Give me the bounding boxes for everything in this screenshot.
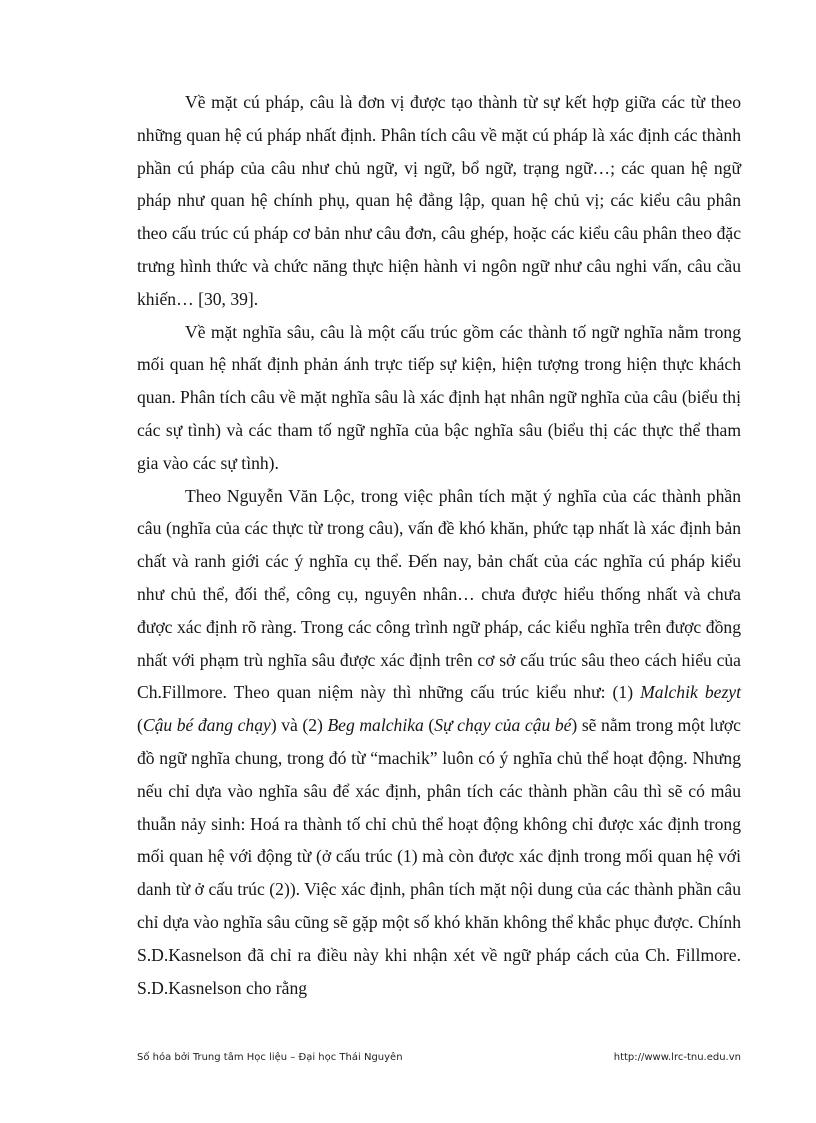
text-segment: ( <box>423 715 435 736</box>
text-segment: ) sẽ nằm trong một lược đồ ngữ nghĩa chung, trong đó từ “machik” luôn có ý nghĩa chủ thể hoạt động. Nhưng nếu chỉ dựa vào nghĩa sâu để xác định, phân tích các thành phần câu thì sẽ có mâu thuẫn nảy sinh: Hoá ra thành tố chỉ chủ thể hoạt động không chỉ được xác định trong mối quan hệ với động từ (ở cấu trúc (1) mà còn được xác định trong mối quan hệ với danh từ ở cấu trúc (2)). Việc xác định, phân tích mặt nội dung của các thành phần câu chỉ dựa vào nghĩa sâu cũng sẽ gặp một số khó khăn không thể khắc phục được. Chính S.D.Kasnelson đã chỉ ra điều này khi nhận xét về ngữ pháp cách của Ch. Fillmore. S.D.Kasnelson cho rằng <box>137 715 741 998</box>
paragraph-deep-meaning: Về mặt nghĩa sâu, câu là một cấu trúc gồm các thành tố ngữ nghĩa nằm trong mối quan hệ nhất định phản ánh trực tiếp sự kiện, hiện tượng trong hiện thực khách quan. Phân tích câu về mặt nghĩa sâu là xác định hạt nhân ngữ nghĩa của câu (biểu thị các sự tình) và các tham tố ngữ nghĩa của bậc nghĩa sâu (biểu thị các thực thể tham gia vào các sự tình). <box>137 321 741 473</box>
text-segment: Theo Nguyễn Văn Lộc, trong việc phân tích mặt ý nghĩa của các thành phần câu (nghĩa của các thực từ trong câu), vấn đề khó khăn, phức tạp nhất là xác định bản chất và ranh giới các ý nghĩa cụ thể. Đến nay, bản chất của các nghĩa cú pháp kiểu như chủ thể, đối thể, công cụ, nguyên nhân… chưa được hiểu thống nhất và chưa được xác định rõ ràng. Trong các công trình ngữ pháp, các kiểu nghĩa trên được đồng nhất với phạm trù nghĩa sâu được xác định trên cơ sở cấu trúc sâu theo cách hiểu của Ch.Fillmore. Theo quan niệm này thì những cấu trúc kiểu như: (1) <box>137 485 741 703</box>
text-segment: ( <box>137 715 143 736</box>
italic-term: Cậu bé đang chạy <box>142 715 271 736</box>
footer-url: http://www.lrc-tnu.edu.vn <box>613 1052 741 1063</box>
footer-source: Số hóa bởi Trung tâm Học liệu – Đại học Thái Nguyên <box>137 1052 403 1063</box>
paragraph-nguyen-van-loc <box>137 480 741 1005</box>
paragraph-syntax: Về mặt cú pháp, câu là đơn vị được tạo thành từ sự kết hợp giữa các từ theo những quan hệ cú pháp nhất định. Phân tích câu về mặt cú pháp là xác định các thành phần cú pháp của câu như chủ ngữ, vị ngữ, bổ ngữ, trạng ngữ…; các quan hệ ngữ pháp như quan hệ chính phụ, quan hệ đẳng lập, quan hệ chủ vị; các kiểu câu phân theo cấu trúc cú pháp cơ bản như câu đơn, câu ghép, hoặc các kiểu câu phân theo đặc trưng hình thức và chức năng thực hiện hành vi ngôn ngữ như câu nghi vấn, câu cầu khiến… [30, 39]. <box>137 92 741 309</box>
italic-term: Sự chạy của cậu bé <box>434 715 572 736</box>
text-segment: ) và (2) <box>270 715 328 736</box>
italic-term: Beg malchika <box>327 715 424 736</box>
italic-term: Malchik bezyt <box>640 682 741 703</box>
document-body <box>137 86 741 1004</box>
